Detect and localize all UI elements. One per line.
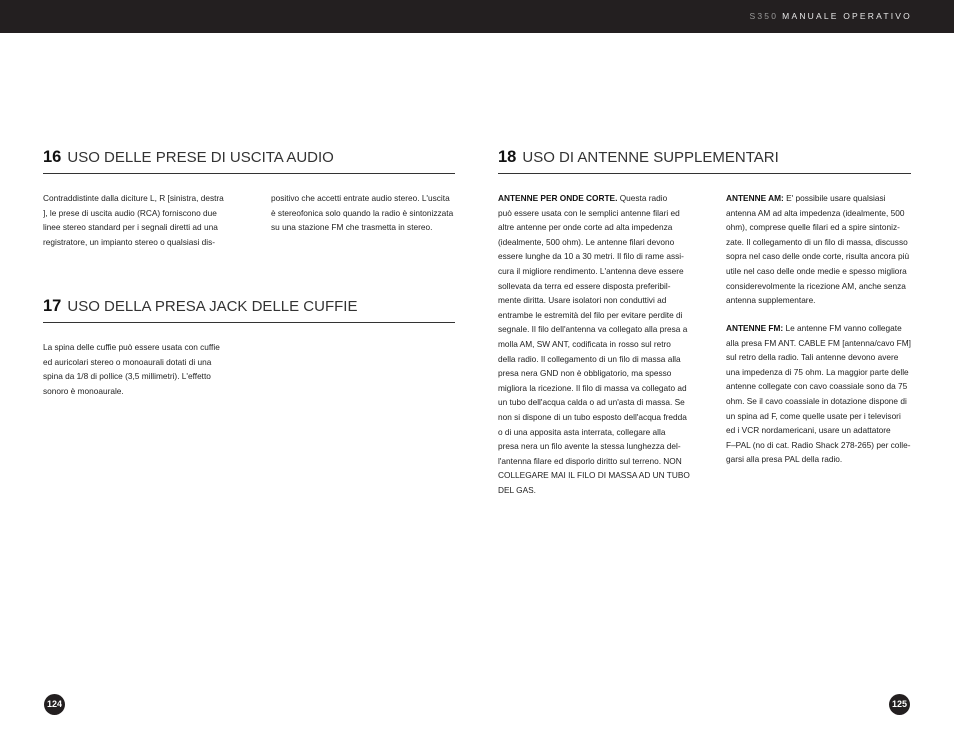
- section-18-heading: [498, 148, 779, 167]
- section-title: USO DI ANTENNE SUPPLEMENTARI: [522, 149, 779, 166]
- section-divider: [43, 322, 455, 323]
- am-antenna-lead: ANTENNE AM:: [726, 193, 784, 203]
- section-divider: [43, 173, 455, 174]
- section-18-fm-block: [726, 321, 921, 467]
- section-16-column-2: positivo che accetti entrate audio stereo. L'uscita è stereofonica solo quando la radio è sintonizzata su una stazione FM che trasmetta in stereo.: [271, 193, 454, 233]
- running-header: [750, 11, 912, 21]
- page-number-left: 124: [44, 694, 65, 715]
- manual-title: MANUALE OPERATIVO: [782, 11, 912, 21]
- section-number: 16: [43, 148, 62, 166]
- header-bar: [0, 0, 954, 33]
- section-16-heading: [43, 148, 334, 167]
- fm-antenna-text: Le antenne FM vanno collegate alla presa FM ANT. CABLE FM [antenna/cavo FM] sul retro della radio. Tali antenne devono avere una impedenza di 75 ohm. La maggior parte delle antenne collegate con cavo coassiale sono da 75 ohm. Se il cavo coassiale in dotazione dispone di un spina ad F, come quelle usate per i televisori ed i VCR nordamericani, usare un adattatore F–PAL (no di cat. Radio Shack 278-265) per colle- garsi alla presa PAL della radio.: [726, 323, 911, 465]
- shortwave-antenna-lead: ANTENNE PER ONDE CORTE.: [498, 193, 618, 203]
- section-16-column-1: Contraddistinte dalla diciture L, R [sinistra, destra ], le prese di uscita audio (RCA) forniscono due linee stereo standard per i segnali diretti ad una registratore, un impianto stereo o qualsiasi dis-: [43, 193, 224, 247]
- section-17-column-1: La spina delle cuffie può essere usata con cuffie ed auricolari stereo o monoaurali dotati di una spina da 1/8 di pollice (3,5 millimetri). L'effetto sonoro è monoaurale.: [43, 342, 220, 396]
- section-number: 18: [498, 148, 517, 166]
- am-antenna-text: E' possibile usare qualsiasi antenna AM ad alta impedenza (idealmente, 500 ohm), comprese quelle filari ed a spire sintoniz- zate. Il collegamento di un filo di massa, discusso sopra nel caso delle onde corte, risulta ancora più utile nel caso delle onde medie e spesso migliora considerevolmente la ricezione AM, anche senza antenna supplementare.: [726, 193, 910, 306]
- section-17-heading: [43, 297, 357, 316]
- section-divider: [498, 173, 911, 174]
- section-18-column-1: [498, 191, 698, 497]
- shortwave-antenna-text: Questa radio può essere usata con le semplici antenne filari ed altre antenne per onde corte ad alta impedenza (idealmente, 500 ohm). Le antenne filari devono essere lunghe da 10 a 30 metri. Il filo di rame assi- cura il migliore rendimento. L'antenna deve essere sollevata da terra ed essere disposta preferibil- mente diritta. Usare isolatori non conduttivi ad entrambe le estremità del filo per evitare perdite di segnale. Il filo dell'antenna va collegato alla presa a molla AM, SW ANT, codificata in rosso sul retro della radio. Il collegamento di un filo di massa alla presa nera GND non è obbligatorio, ma spesso migliora la ricezione. Il filo di massa va collegato ad un tubo dell'acqua calda o ad un'asta di massa. Se non si dispone di un tubo esposto dell'acqua fredda o di una apposita asta interrata, collegare alla presa nera un filo avente la stessa lunghezza del- l'antenna filare ed disporlo diritto sul terreno. NON COLLEGARE MAI IL FILO DI MASSA AD UN TUBO DEL GAS.: [498, 193, 690, 495]
- fm-antenna-lead: ANTENNE FM:: [726, 323, 784, 333]
- section-title: USO DELLA PRESA JACK DELLE CUFFIE: [67, 298, 358, 315]
- section-number: 17: [43, 297, 62, 315]
- model-name: S350: [749, 11, 779, 21]
- section-title: USO DELLE PRESE DI USCITA AUDIO: [67, 149, 334, 166]
- section-18-am-block: [726, 191, 921, 308]
- page-number-right: 125: [889, 694, 910, 715]
